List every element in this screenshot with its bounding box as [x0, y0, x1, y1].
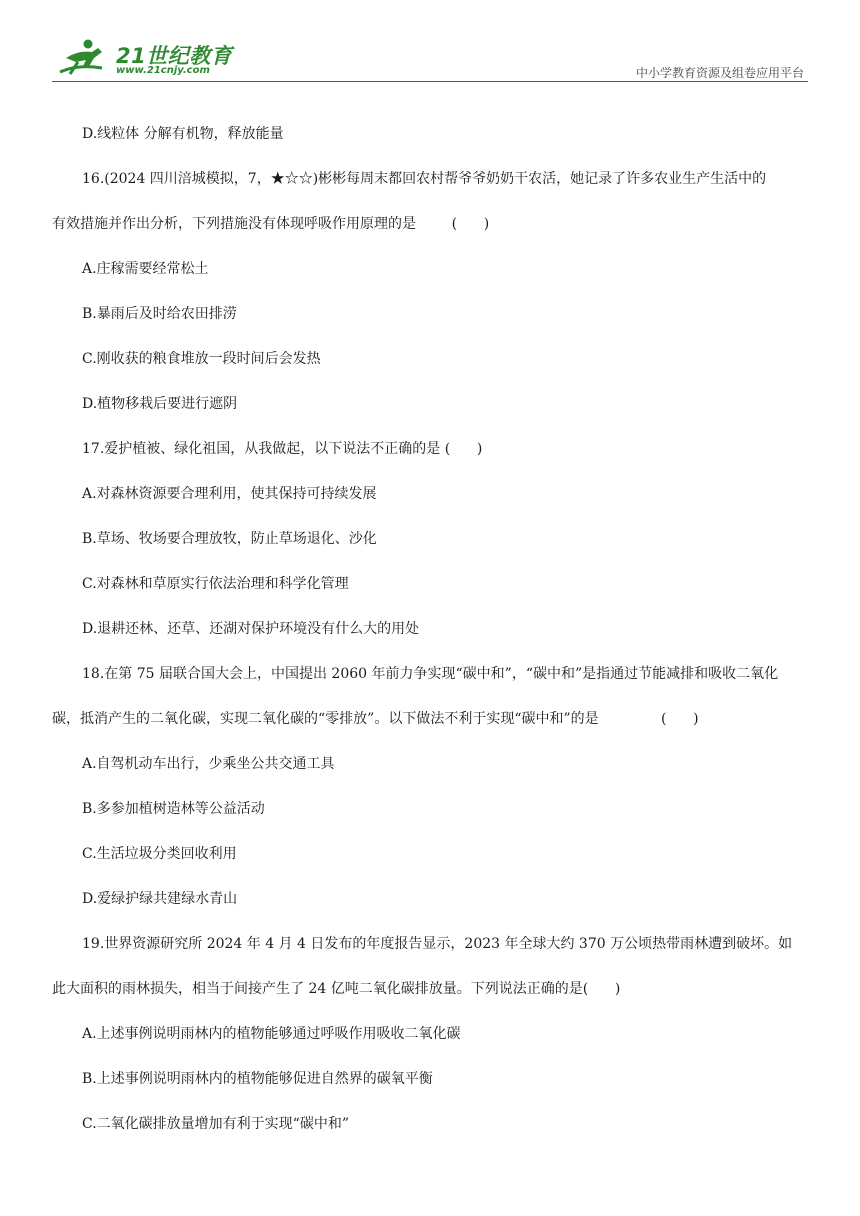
line-text: A.自驾机动车出行，少乘坐公共交通工具 — [82, 756, 335, 772]
line-text: 18.在第 75 届联合国大会上，中国提出 2060 年前力争实现“碳中和”，“碳中和”是指通过节能减排和吸收二氧化 — [82, 666, 779, 682]
answer-bracket[interactable]: ( ) — [598, 711, 699, 727]
text-line — [52, 157, 808, 202]
line-text: 碳，抵消产生的二氧化碳，实现二氧化碳的“零排放”。以下做法不利于实现“碳中和”的是 — [52, 711, 599, 727]
logo-url: www.21cnjy.com — [116, 65, 210, 76]
line-text: C.对森林和草原实行依法治理和科学化管理 — [82, 576, 349, 592]
text-line — [52, 787, 808, 832]
line-text: A.上述事例说明雨林内的植物能够通过呼吸作用吸收二氧化碳 — [82, 1026, 461, 1042]
line-text: B.多参加植树造林等公益活动 — [82, 801, 265, 817]
line-text: C.二氧化碳排放量增加有利于实现“碳中和” — [82, 1116, 349, 1132]
text-line — [52, 742, 808, 787]
text-line — [52, 292, 808, 337]
header-divider — [52, 81, 808, 82]
text-line — [52, 247, 808, 292]
line-text: B.上述事例说明雨林内的植物能够促进自然界的碳氧平衡 — [82, 1071, 433, 1087]
line-text: D.爱绿护绿共建绿水青山 — [82, 891, 238, 907]
line-text: D.线粒体 分解有机物，释放能量 — [82, 126, 284, 142]
text-line — [52, 652, 808, 697]
text-line — [52, 562, 808, 607]
text-line — [52, 1057, 808, 1102]
line-text: D.植物移栽后要进行遮阴 — [82, 396, 238, 412]
logo-text: 21世纪教育 — [116, 44, 233, 68]
text-line — [52, 202, 808, 247]
text-line — [52, 967, 808, 1012]
text-line — [52, 697, 808, 742]
running-figure-icon — [58, 38, 110, 76]
text-line — [52, 112, 808, 157]
line-text: 有效措施并作出分析，下列措施没有体现呼吸作用原理的是 — [52, 216, 416, 232]
line-text: B.暴雨后及时给农田排涝 — [82, 306, 237, 322]
text-line — [52, 1102, 808, 1147]
text-line — [52, 472, 808, 517]
question-content — [52, 112, 808, 1147]
line-text: 16.(2024 四川涪城模拟，7，★☆☆)彬彬每周末都回农村帮爷爷奶奶干农活，她记录了许多农业生产生活中的 — [82, 171, 767, 187]
line-text: 19.世界资源研究所 2024 年 4 月 4 日发布的年度报告显示，2023 年全球大约 370 万公顷热带雨林遭到破坏。如 — [82, 936, 793, 952]
answer-bracket[interactable]: ( ) — [416, 216, 490, 232]
header-platform-name: 中小学教育资源及组卷应用平台 — [635, 66, 804, 80]
answer-bracket[interactable]: ( ) — [440, 441, 483, 457]
text-line — [52, 427, 808, 472]
text-line — [52, 832, 808, 877]
text-line — [52, 337, 808, 382]
line-text: A.庄稼需要经常松土 — [82, 261, 209, 277]
line-text: C.生活垃圾分类回收利用 — [82, 846, 237, 862]
text-line — [52, 517, 808, 562]
text-line — [52, 382, 808, 427]
text-line — [52, 922, 808, 967]
line-text: 此大面积的雨林损失，相当于间接产生了 24 亿吨二氧化碳排放量。下列说法正确的是 — [52, 981, 583, 997]
line-text: C.刚收获的粮食堆放一段时间后会发热 — [82, 351, 321, 367]
text-line — [52, 1012, 808, 1057]
line-text: D.退耕还林、还草、还湖对保护环境没有什么大的用处 — [82, 621, 420, 637]
text-line — [52, 607, 808, 652]
line-text: B.草场、牧场要合理放牧，防止草场退化、沙化 — [82, 531, 377, 547]
line-text: 17.爱护植被、绿化祖国，从我做起，以下说法不正确的是 — [82, 441, 441, 457]
answer-bracket[interactable]: ( ) — [582, 981, 621, 997]
page-header — [52, 36, 808, 80]
line-text: A.对森林资源要合理利用，使其保持可持续发展 — [82, 486, 377, 502]
site-logo[interactable] — [58, 36, 258, 80]
text-line — [52, 877, 808, 922]
